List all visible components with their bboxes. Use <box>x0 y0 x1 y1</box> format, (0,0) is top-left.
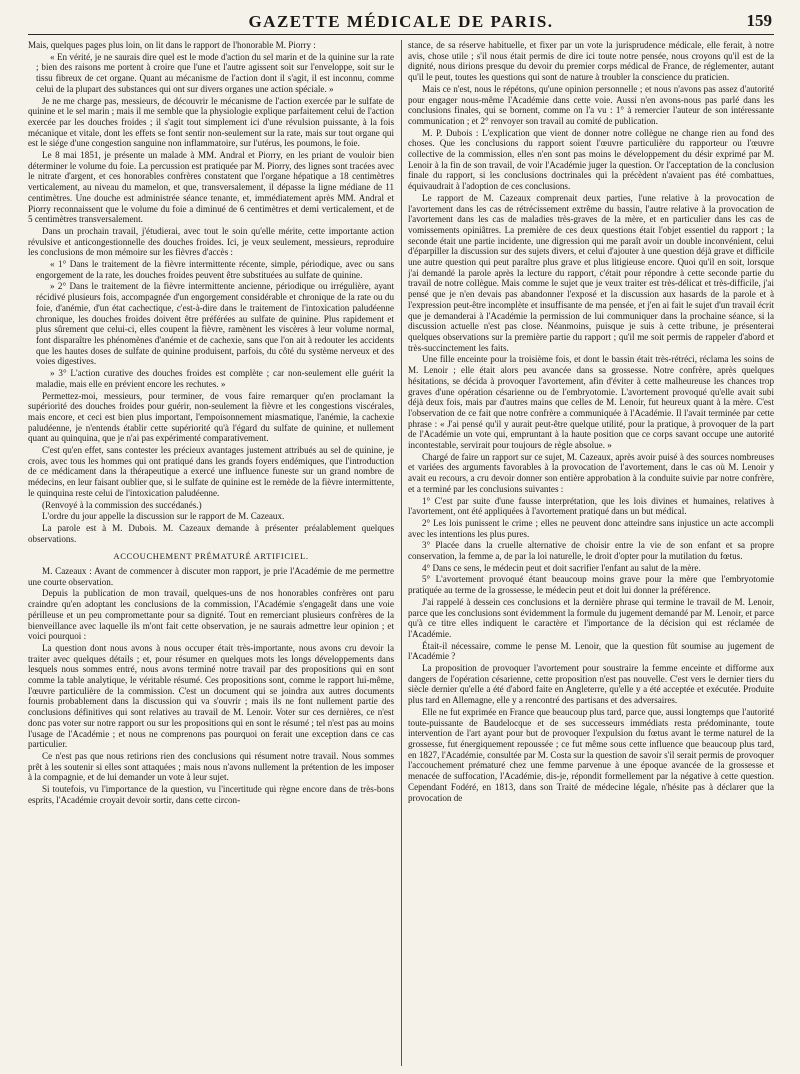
conclusion-item: 2° Les lois punissent le crime ; elles ne peuvent donc atteindre sans injustice un acte accompli avec les intentions les plus pures. <box>408 517 774 539</box>
right-column <box>408 40 774 1066</box>
paragraph: Mais, quelques pages plus loin, on lit dans le rapport de l'honorable M. Piorry : <box>28 40 316 50</box>
paragraph: Une fille enceinte pour la troisième fois, et dont le bassin était très-rétréci, réclama les soins de M. Lenoir ; elle était alors peu avancée dans sa grossesse. Notre confrère, après quelques hésitations, se décida à provoquer l'avortement, afin d'éviter à cette malheureuse les chances trop graves d'une opération césarienne ou de l'embryotomie. L'avortement provoqué qu'elle avait subi déjà deux fois, mais par d'autres mains que celles de M. Lenoir, fut heureux quant à la mère. C'est l'observation de ce fait que notre confrère a communiquée à l'Académie. Il l'avait terminée par cette phrase : « J'ai pensé qu'il y aurait peut-être quelque utilité, pour la pratique, à provoquer de la part de l'Académie un vote qui, empruntant à la haute position que ce corps savant occupe une autorité incontestable, servirait pour toujours de règle absolue. » <box>408 354 774 451</box>
paragraph: La question dont nous avons à nous occuper était très-importante, nous avons cru devoir la traiter avec quelques détails ; et, pour résumer en quelques mots les longs développements dans lesquels nous sommes entré, nous avons terminé notre travail par des propositions qui en sont comme la table analytique, le véritable résumé. Ces propositions sont, comme le rapport lui-même, l'œuvre particulière de la commission. C'est un document qui se joindra aux autres documents fournis probablement dans la discussion qui va s'ouvrir ; mais ils ne font nullement partie des conclusions définitives qui sont relatives au travail de M. Lenoir. Voter sur ces dernières, ce n'est donc pas voter sur notre rapport ou sur les propositions qui en sont le résumé ; tel n'est pas au moins l'usage de l'Académie ; et nous ne comprenons pas pourquoi on ferait une exception dans ce cas particulier. <box>28 642 394 750</box>
paragraph: (Renvoyé à la commission des succédanés.) <box>42 499 202 510</box>
quoted-paragraph: » 3° L'action curative des douches froides est complète ; car non-seulement elle guérit la maladie, mais elle en prévient encore les rechutes. » <box>36 368 394 389</box>
quoted-paragraph: « En vérité, je ne saurais dire quel est le mode d'action du sel marin et de la quinine sur la rate ; bien des raisons me portent à croire que l'une et l'autre agissent soit sur l'enveloppe, soit sur le tissu fibreux de cet organe. Quant au mécanisme de l'action dont il s'agit, il est inconnu, comme celui de la plupart des substances qui ont sur divers organes une action spéciale. » <box>36 51 394 94</box>
quoted-paragraph: » 2° Dans le traitement de la fièvre intermittente ancienne, périodique ou irrégulière, ayant récidivé plusieurs fois, accompagnée d'un engorgement considérable et chronique de la rate ou du foie, d'anémie, d'un état cachectique, c'est-à-dire dans le traitement de l'intoxication paludéenne chronique, les douches froides doivent être préférées au sulfate de quinine. Plus rapidement et plus sûrement que celui-ci, elles coupent la fièvre, ramènent les viscères à leur volume normal, font disparaître les phénomènes d'anémie et de cachexie, sans que l'on ait à redouter les accidents que les hautes doses de sulfate de quinine produisent, parfois, du côté du système nerveux et des voies digestives. <box>36 281 394 367</box>
paragraph: J'ai rappelé à dessein ces conclusions et la dernière phrase qui termine le travail de M. Lenoir, parce que les conclusions sont évidemment la formule du jugement demandé par M. Lenoir, et parce qu'à ce titre elles indiquent le caractère et l'importance de la décision qui est réclamée de l'Académie. <box>408 596 774 639</box>
paragraph: Était-il nécessaire, comme le pense M. Lenoir, que la question fût soumise au jugement de l'Académie ? <box>408 640 774 662</box>
paragraph: La proposition de provoquer l'avortement pour soustraire la femme enceinte et difforme aux dangers de l'opération césarienne, cette proposition n'est pas nouvelle. C'est vers le dernier tiers du siècle dernier qu'elle a été d'abord faite en Angleterre, qu'elle y a été acceptée et exécutée. Produite plus tard en Allemagne, elle y a rencontré des partisans et des adversaires. <box>408 663 774 706</box>
conclusion-item: 5° L'avortement provoqué étant beaucoup moins grave pour la mère que l'embryotomie pratiquée au terme de la grossesse, le médecin peut et doit lui donner la préférence. <box>408 574 774 596</box>
paragraph: Je ne me charge pas, messieurs, de découvrir le mécanisme de l'action exercée par le sulfate de quinine et le sel marin ; mais il me semble que la physiologie explique parfaitement celui de l'action exercée par les douches froides ; il s'agit tout simplement ici d'une révulsion puissante, à la fois mécanique et vitale, dont les effets se font sentir non-seulement sur la rate, mais sur tout organe qui est le siége d'une congestion sanguine non inflammatoire, sur l'utérus, les poumons, le foie. <box>28 95 394 149</box>
paragraph: Dans un prochain travail, j'étudierai, avec tout le soin qu'elle mérite, cette importante action révulsive et anticongestionnelle des douches froides. Ici, je veux seulement, messieurs, reproduire les conclusions de mon mémoire sur les fièvres d'accès : <box>28 225 394 258</box>
paragraph: Permettez-moi, messieurs, pour terminer, de vous faire remarquer qu'en proclamant la supériorité des douches froides pour guérir, non-seulement la fièvre et les congestions viscérales, mais encore, et ceci est bien plus important, l'empoisonnement miasmatique, l'anémie, la cachexie paludéenne, je n'entends établir cette supériorité qu'à l'égard du sulfate de quinine, et nullement quant au quinquina, que je n'ai pas expérimenté comparativement. <box>28 390 394 444</box>
paragraph: C'est qu'en effet, sans contester les précieux avantages justement attribués au sel de quinine, je crois, avec tous les hommes qui ont pratiqué dans les grands foyers endémiques, que l'introduction de ce médicament dans la thérapeutique a exercé une influence funeste sur un grand nombre de médecins, en leur faisant oublier que, si le sulfate de quinine est le remède de la fièvre intermittente, le quinquina reste celui de l'intoxication paludéenne. <box>28 445 394 498</box>
text-columns <box>28 40 774 1066</box>
paragraph: Chargé de faire un rapport sur ce sujet, M. Cazeaux, après avoir puisé à des sources nombreuses et variées des arguments favorables à la provocation de l'avortement, dans le cas où M. Lenoir y avait eu recours, a cru devoir donner son entière approbation à la conduite suivie par notre confrère, et a terminé par les conclusions suivantes : <box>408 451 774 494</box>
column-divider <box>401 40 402 1066</box>
paragraph: L'ordre du jour appelle la discussion sur le rapport de M. Cazeaux. <box>42 511 285 522</box>
conclusion-item: 4° Dans ce sens, le médecin peut et doit sacrifier l'enfant au salut de la mère. <box>422 562 701 573</box>
journal-title: GAZETTE MÉDICALE DE PARIS. <box>248 12 554 31</box>
page-header <box>28 8 774 35</box>
paragraph: Mais ce n'est, nous le répétons, qu'une opinion personnelle ; et nous n'avons pas assez d'autorité pour engager nous-même l'Académie dans cette voie. Aussi n'en avons-nous pas parlé dans les conclusions finales, qui se bornent, comme on l'a vu : 1° à remercier l'auteur de son intéressante communication ; et 2° renvoyer son travail au comité de publication. <box>408 83 774 126</box>
paragraph: Ce n'est pas que nous retirions rien des conclusions qui résument notre travail. Nous sommes prêt à les soutenir si elles sont attaquées ; mais nous n'avons nullement la prétention de les imposer à la compagnie, et de lui demander un vote à leur sujet. <box>28 751 394 783</box>
paragraph: La parole est à M. Dubois. M. Cazeaux demande à présenter préalablement quelques observations. <box>28 522 394 544</box>
conclusion-item: 1° C'est par suite d'une fausse interprétation, que les lois divines et humaines, relatives à l'avortement, ont été appliquées à l'avortement pratiqué dans un but médical. <box>408 495 774 517</box>
conclusion-item: 3° Placée dans la cruelle alternative de choisir entre la vie de son enfant et sa propre conservation, la femme a, de par la loi naturelle, le droit d'opter pour la mutilation du fœtus. <box>408 540 774 562</box>
page-number: 159 <box>746 11 772 30</box>
paragraph: Depuis la publication de mon travail, quelques-uns de nos honorables confrères ont paru craindre qu'en adoptant les conclusions de la commission, l'Académie s'engageât dans une voie périlleuse et un peu compromettante pour sa dignité. Tout en remerciant plusieurs confrères de la bienveillance avec laquelle ils m'ont fait cette observation, je ne saurais admettre leur opinion ; et voici pourquoi : <box>28 588 394 642</box>
paragraph: Le 8 mai 1851, je présente un malade à MM. Andral et Piorry, en les priant de vouloir bien déterminer le volume du foie. La percussion est pratiquée par M. Piorry, des lignes sont tracées avec le nitrate d'argent, et ces honorables confrères constatent que l'organe hépatique a 18 centimètres verticalement, au niveau du mamelon, et que, transversalement, il dépasse la ligne médiane de 11 centimètres. Une douche est administrée séance tenante, et, immédiatement après MM. Andral et Piorry reconnaissent que le volume du foie a diminué de 6 centimètres et demi verticalement, et de 5 centimètres transversalement. <box>28 150 394 225</box>
paragraph: stance, de sa réserve habituelle, et fixer par un vote la jurisprudence médicale, elle ferait, à notre avis, chose utile ; s'il nous était permis de dire ici toute notre pensée, nous croyons qu'il est de la dignité, nous dirions presque du devoir du premier corps médical de France, de réglementer, autant qu'il le peut, toutes les questions qui sont de nature à troubler la conscience du praticien. <box>408 40 774 83</box>
paragraph: M. Cazeaux : Avant de commencer à discuter mon rapport, je prie l'Académie de me permettre une courte observation. <box>28 566 394 587</box>
left-column <box>28 40 394 1066</box>
paragraph: Si toutefois, vu l'importance de la question, vu l'incertitude qui règne encore dans de très-bons esprits, l'Académie croyait devoir sortir, dans cette circon- <box>28 784 394 805</box>
quoted-paragraph: « 1° Dans le traitement de la fièvre intermittente récente, simple, périodique, avec ou sans engorgement de la rate, les douches froides peuvent être substituées au sulfate de quinine. <box>36 259 394 280</box>
paragraph: Elle ne fut exprimée en France que beaucoup plus tard, parce que, aussi longtemps que l'autorité toute-puissante de Baudelocque et de ses successeurs immédiats resta prédominante, toute intervention de l'art ayant pour but de provoquer l'expulsion du fœtus avant le terme naturel de la grossesse, fut énergiquement repoussée ; ce fut même sous cette influence que beaucoup plus tard, en 1827, l'Académie, consultée par M. Costa sur la question de savoir s'il serait permis de provoquer l'accouchement prématuré chez une femme parvenue à une époque avancée de la grossesse et menacée de suffocation, l'Académie, dis-je, répondit formellement par la négative à cette question. Cependant Fodéré, en 1813, dans son Traité de médecine légale, n'hésite pas à déclarer que la provocation de <box>408 706 774 803</box>
paragraph: M. P. Dubois : L'explication que vient de donner notre collègue ne change rien au fond des choses. Que les conclusions du rapport soient l'œuvre particulière du rapporteur ou l'œuvre collective de la commission, elles n'en sont pas moins le développement du désir exprimé par M. Lenoir à la fin de son travail, de voir l'Académie juger la question. Or l'acceptation de la conclusion finale du rapport, si les conclusions doctrinales qui la précèdent n'avaient pas été combattues, équivaudrait à l'adoption de ces conclusions. <box>408 127 774 192</box>
paragraph: Le rapport de M. Cazeaux comprenait deux parties, l'une relative à la provocation de l'avortement dans les cas de rétrécissement extrême du bassin, l'autre relative à la provocation de l'avortement dans les cas de maladies très-graves de la mère, et en particulier dans les cas de vomissements opiniâtres. La première de ces deux questions était l'objet essentiel du rapport ; la seconde était une partie incidente, une digression qui me paraît avoir un double inconvénient, celui d'éparpiller la discussion sur des sujets divers, et celui d'ajouter à une question déjà grave et difficile une autre question qui peut paraître plus grave et plus litigieuse encore. Quoi qu'il en soit, lorsque j'ai demandé la parole après la lecture du rapport, c'était pour répondre à cette seconde partie du travail de notre collègue. Mais comme le sujet que je veux traiter est très-délicat et très-difficile, j'ai pensé que je n'en devais pas abandonner l'exposé et la discussion aux hasards de la parole et à l'expression peut-être incomplète et insuffisante de ma pensée, et j'en ai fait le sujet d'un travail écrit que je demanderai à l'Académie la permission de lui communiquer dans la prochaine séance, si la discussion actuelle n'est pas close. Néanmoins, puisque je suis à cette tribune, je présenterai quelques observations sur la première partie du rapport ; qu'il me soit permis de rappeler d'abord et très-succinctement les faits. <box>408 192 774 353</box>
newspaper-page <box>28 8 774 1066</box>
section-title: ACCOUCHEMENT PRÉMATURÉ ARTIFICIEL. <box>113 551 309 562</box>
